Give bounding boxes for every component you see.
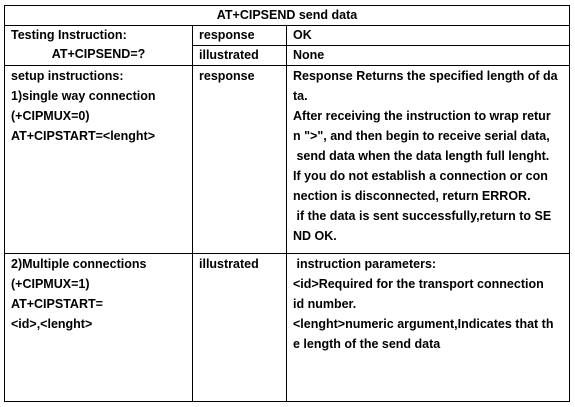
setup-single-response-label: response (193, 66, 287, 254)
setup-multiple-illustrated-label: illustrated (193, 254, 287, 402)
illustrated-line: instruction parameters: (293, 257, 437, 271)
testing-illustrated-label: illustrated (193, 46, 287, 66)
testing-response-row (5, 26, 570, 46)
response-line: After receiving the instruction to wrap retur (293, 109, 551, 123)
response-line: n ">", and then begin to receive serial data, (293, 129, 550, 143)
testing-illustrated-value: None (287, 46, 570, 66)
illustrated-line: <id>Required for the transport connection (293, 277, 544, 291)
response-line: nection is disconnected, return ERROR. (293, 189, 531, 203)
setup-line: 2)Multiple connections (11, 257, 147, 271)
response-line: send data when the data length full lenght. (293, 149, 550, 163)
response-line: ND OK. (293, 229, 337, 243)
illustrated-line: id number. (293, 297, 357, 311)
setup-line: AT+CIPSTART= (11, 297, 103, 311)
table-title: AT+CIPSEND send data (5, 6, 570, 26)
testing-instruction-label: Testing Instruction: (11, 28, 127, 42)
setup-multiple-row (5, 254, 570, 402)
setup-line: AT+CIPSTART=<lenght> (11, 129, 156, 143)
setup-multiple-illustrated-text (287, 254, 570, 402)
setup-line: setup instructions: (11, 69, 124, 83)
testing-command: AT+CIPSEND=? (51, 47, 146, 61)
response-line: ta. (293, 89, 308, 103)
setup-line: 1)single way connection (11, 89, 156, 103)
setup-line: (+CIPMUX=0) (11, 109, 90, 123)
setup-line: <id>,<lenght> (11, 317, 93, 331)
setup-line: (+CIPMUX=1) (11, 277, 90, 291)
testing-response-label: response (193, 26, 287, 46)
at-command-table (4, 5, 570, 402)
setup-multiple-cell (5, 254, 193, 402)
setup-single-cell (5, 66, 193, 254)
testing-response-value: OK (287, 26, 570, 46)
testing-instruction-cell (5, 26, 193, 66)
response-line: If you do not establish a connection or con (293, 169, 548, 183)
response-line: Response Returns the specified length of da (293, 69, 558, 83)
setup-single-row (5, 66, 570, 254)
table-title-row (5, 6, 570, 26)
illustrated-line: <lenght>numeric argument,Indicates that th (293, 317, 554, 331)
setup-single-response-text (287, 66, 570, 254)
illustrated-line: e length of the send data (293, 337, 441, 351)
response-line: if the data is sent successfully,return to SE (293, 209, 552, 223)
